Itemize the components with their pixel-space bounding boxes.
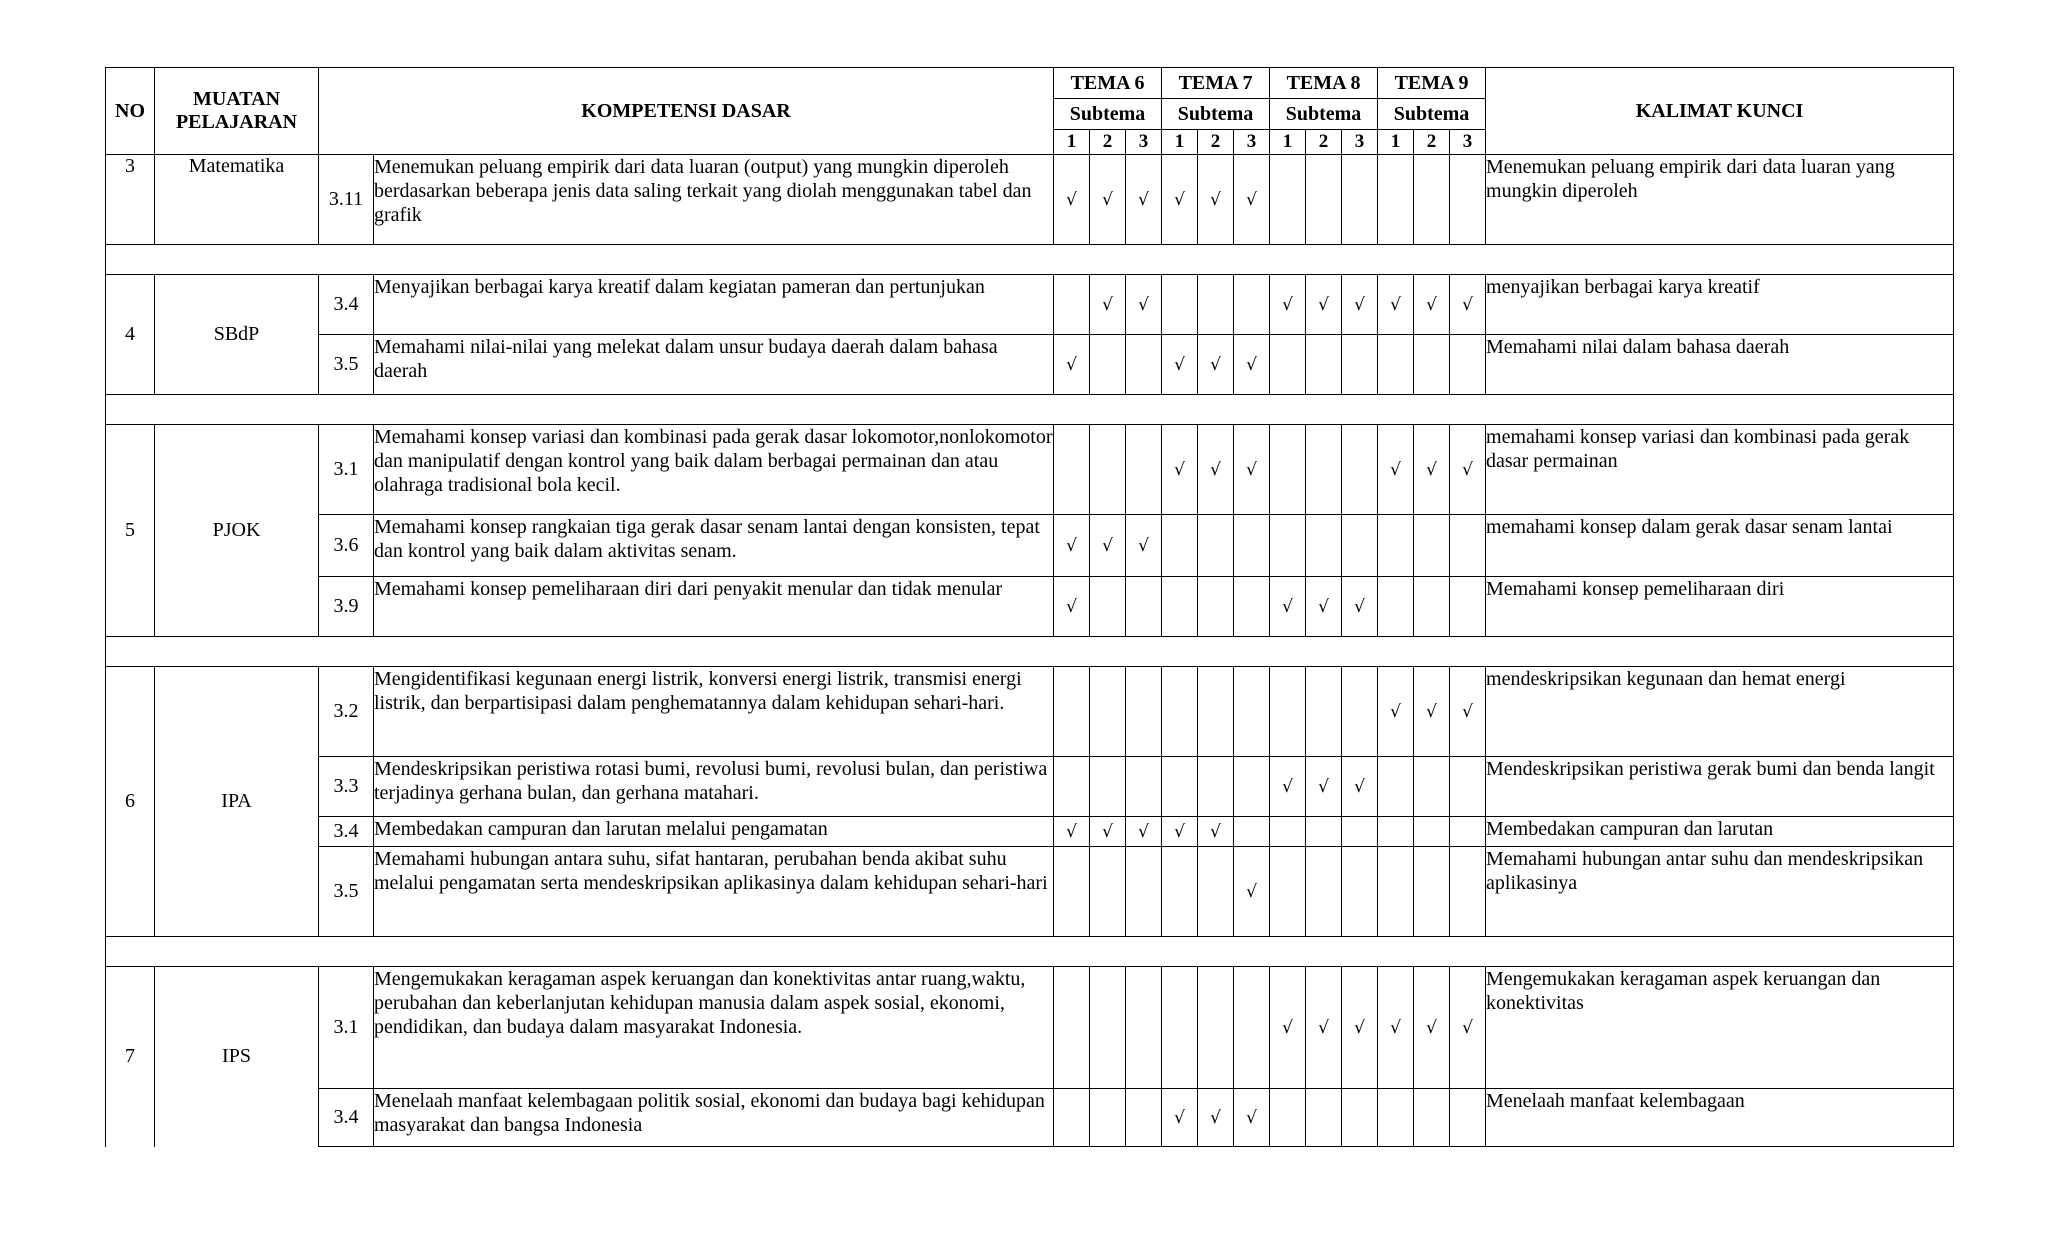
empty-check-cell	[1270, 667, 1306, 757]
empty-check-cell	[1450, 757, 1486, 817]
kd-text: Mengemukakan keragaman aspek keruangan dan konektivitas antar ruang,waktu, perubahan dan keberlanjutan kehidupan manusia dalam aspek sosial, ekonomi, pendidikan, dan budaya dalam masyarakat Indonesia.	[374, 967, 1054, 1089]
empty-check-cell	[1090, 577, 1126, 637]
kd-number: 3.3	[319, 757, 374, 817]
check-mark-cell: √	[1306, 757, 1342, 817]
check-mark-cell: √	[1162, 817, 1198, 847]
empty-check-cell	[1414, 817, 1450, 847]
empty-check-cell	[1126, 335, 1162, 395]
empty-check-cell	[1342, 667, 1378, 757]
kd-text: Memahami nilai-nilai yang melekat dalam unsur budaya daerah dalam bahasa daerah	[374, 335, 1054, 395]
group-separator	[106, 937, 1954, 967]
empty-check-cell	[1198, 757, 1234, 817]
table-row	[106, 667, 1954, 757]
check-mark-cell: √	[1378, 667, 1414, 757]
empty-check-cell	[1198, 577, 1234, 637]
empty-check-cell	[1306, 425, 1342, 515]
kd-number: 3.1	[319, 967, 374, 1089]
kd-text: Membedakan campuran dan larutan melalui pengamatan	[374, 817, 1054, 847]
check-mark-cell: √	[1126, 275, 1162, 335]
empty-check-cell	[1378, 335, 1414, 395]
check-mark-cell: √	[1126, 515, 1162, 577]
empty-check-cell	[1414, 1089, 1450, 1147]
empty-check-cell	[1234, 275, 1270, 335]
header-subtema: Subtema	[1270, 99, 1378, 130]
kalimat-kunci: Memahami nilai dalam bahasa daerah	[1486, 335, 1954, 395]
group-separator	[106, 395, 1954, 425]
check-mark-cell: √	[1234, 1089, 1270, 1147]
check-mark-cell: √	[1198, 1089, 1234, 1147]
check-mark-cell: √	[1234, 335, 1270, 395]
header-subtema: Subtema	[1162, 99, 1270, 130]
check-mark-cell: √	[1090, 275, 1126, 335]
kd-number: 3.4	[319, 817, 374, 847]
check-mark-cell: √	[1378, 275, 1414, 335]
separator-cell	[106, 245, 1954, 275]
subtema-number: 1	[1378, 130, 1414, 155]
check-mark-cell: √	[1126, 817, 1162, 847]
empty-check-cell	[1378, 577, 1414, 637]
empty-check-cell	[1342, 515, 1378, 577]
empty-check-cell	[1054, 757, 1090, 817]
kalimat-kunci: mendeskripsikan kegunaan dan hemat energi	[1486, 667, 1954, 757]
check-mark-cell: √	[1198, 817, 1234, 847]
check-mark-cell: √	[1054, 155, 1090, 245]
check-mark-cell: √	[1342, 577, 1378, 637]
subject-name: IPA	[155, 667, 319, 937]
empty-check-cell	[1450, 155, 1486, 245]
check-mark-cell: √	[1198, 335, 1234, 395]
separator-cell	[106, 395, 1954, 425]
check-mark-cell: √	[1234, 847, 1270, 937]
empty-check-cell	[1342, 1089, 1378, 1147]
empty-check-cell	[1306, 1089, 1342, 1147]
kd-text: Menemukan peluang empirik dari data luaran (output) yang mungkin diperoleh berdasarkan beberapa jenis data saling terkait yang diolah menggunakan tabel dan grafik	[374, 155, 1054, 245]
kd-number: 3.1	[319, 425, 374, 515]
empty-check-cell	[1126, 967, 1162, 1089]
kd-number: 3.4	[319, 1089, 374, 1147]
table-row	[106, 757, 1954, 817]
empty-check-cell	[1234, 757, 1270, 817]
empty-check-cell	[1090, 967, 1126, 1089]
competency-table	[105, 67, 1954, 1147]
empty-check-cell	[1090, 757, 1126, 817]
kd-number: 3.5	[319, 335, 374, 395]
empty-check-cell	[1378, 515, 1414, 577]
empty-check-cell	[1342, 335, 1378, 395]
check-mark-cell: √	[1342, 967, 1378, 1089]
check-mark-cell: √	[1162, 425, 1198, 515]
check-mark-cell: √	[1378, 425, 1414, 515]
check-mark-cell: √	[1054, 817, 1090, 847]
check-mark-cell: √	[1126, 155, 1162, 245]
check-mark-cell: √	[1234, 425, 1270, 515]
subtema-number: 3	[1450, 130, 1486, 155]
check-mark-cell: √	[1054, 515, 1090, 577]
empty-check-cell	[1378, 757, 1414, 817]
kd-text: Memahami hubungan antara suhu, sifat hantaran, perubahan benda akibat suhu melalui pengamatan serta mendeskripsikan aplikasinya dalam kehidupan sehari-hari	[374, 847, 1054, 937]
kalimat-kunci: Mendeskripsikan peristiwa gerak bumi dan benda langit	[1486, 757, 1954, 817]
empty-check-cell	[1342, 155, 1378, 245]
empty-check-cell	[1090, 335, 1126, 395]
empty-check-cell	[1126, 577, 1162, 637]
check-mark-cell: √	[1342, 757, 1378, 817]
empty-check-cell	[1306, 515, 1342, 577]
check-mark-cell: √	[1414, 425, 1450, 515]
empty-check-cell	[1450, 577, 1486, 637]
empty-check-cell	[1162, 967, 1198, 1089]
kd-text: Memahami konsep pemeliharaan diri dari penyakit menular dan tidak menular	[374, 577, 1054, 637]
check-mark-cell: √	[1270, 275, 1306, 335]
empty-check-cell	[1054, 847, 1090, 937]
kd-number: 3.2	[319, 667, 374, 757]
empty-check-cell	[1342, 847, 1378, 937]
subtema-number: 1	[1054, 130, 1090, 155]
subject-name: IPS	[155, 967, 319, 1147]
empty-check-cell	[1090, 667, 1126, 757]
table-row	[106, 515, 1954, 577]
empty-check-cell	[1126, 667, 1162, 757]
empty-check-cell	[1198, 847, 1234, 937]
kalimat-kunci: Mengemukakan keragaman aspek keruangan dan konektivitas	[1486, 967, 1954, 1089]
check-mark-cell: √	[1054, 335, 1090, 395]
kalimat-kunci: memahami konsep dalam gerak dasar senam lantai	[1486, 515, 1954, 577]
separator-cell	[106, 637, 1954, 667]
empty-check-cell	[1414, 577, 1450, 637]
empty-check-cell	[1270, 335, 1306, 395]
table-row	[106, 335, 1954, 395]
empty-check-cell	[1450, 817, 1486, 847]
empty-check-cell	[1162, 577, 1198, 637]
kalimat-kunci: Menelaah manfaat kelembagaan	[1486, 1089, 1954, 1147]
empty-check-cell	[1414, 335, 1450, 395]
empty-check-cell	[1054, 1089, 1090, 1147]
header-no: NO	[106, 68, 155, 155]
table-header	[106, 68, 1954, 155]
header-tema-6: TEMA 6	[1054, 68, 1162, 99]
empty-check-cell	[1306, 667, 1342, 757]
table-row	[106, 967, 1954, 1089]
empty-check-cell	[1198, 275, 1234, 335]
subtema-number: 2	[1198, 130, 1234, 155]
empty-check-cell	[1162, 757, 1198, 817]
empty-check-cell	[1126, 757, 1162, 817]
header-muatan-pelajaran: MUATAN PELAJARAN	[155, 68, 319, 155]
empty-check-cell	[1270, 817, 1306, 847]
kalimat-kunci: Membedakan campuran dan larutan	[1486, 817, 1954, 847]
check-mark-cell: √	[1090, 155, 1126, 245]
check-mark-cell: √	[1414, 967, 1450, 1089]
check-mark-cell: √	[1270, 577, 1306, 637]
table-row	[106, 577, 1954, 637]
empty-check-cell	[1198, 515, 1234, 577]
empty-check-cell	[1270, 155, 1306, 245]
check-mark-cell: √	[1306, 967, 1342, 1089]
kd-text: Menyajikan berbagai karya kreatif dalam kegiatan pameran dan pertunjukan	[374, 275, 1054, 335]
check-mark-cell: √	[1450, 667, 1486, 757]
empty-check-cell	[1270, 847, 1306, 937]
empty-check-cell	[1414, 155, 1450, 245]
check-mark-cell: √	[1090, 515, 1126, 577]
empty-check-cell	[1234, 817, 1270, 847]
empty-check-cell	[1234, 515, 1270, 577]
empty-check-cell	[1126, 1089, 1162, 1147]
row-number: 3	[106, 155, 155, 245]
kd-text: Memahami konsep rangkaian tiga gerak dasar senam lantai dengan konsisten, tepat dan kontrol yang baik dalam aktivitas senam.	[374, 515, 1054, 577]
subtema-number: 3	[1234, 130, 1270, 155]
check-mark-cell: √	[1162, 155, 1198, 245]
empty-check-cell	[1270, 1089, 1306, 1147]
header-subtema: Subtema	[1054, 99, 1162, 130]
check-mark-cell: √	[1270, 757, 1306, 817]
check-mark-cell: √	[1414, 275, 1450, 335]
subtema-number: 1	[1162, 130, 1198, 155]
kalimat-kunci: memahami konsep variasi dan kombinasi pada gerak dasar permainan	[1486, 425, 1954, 515]
empty-check-cell	[1162, 515, 1198, 577]
empty-check-cell	[1306, 335, 1342, 395]
check-mark-cell: √	[1162, 335, 1198, 395]
empty-check-cell	[1198, 667, 1234, 757]
empty-check-cell	[1162, 667, 1198, 757]
group-separator	[106, 637, 1954, 667]
row-number: 6	[106, 667, 155, 937]
group-separator	[106, 245, 1954, 275]
header-tema-9: TEMA 9	[1378, 68, 1486, 99]
check-mark-cell: √	[1306, 275, 1342, 335]
table-row	[106, 817, 1954, 847]
empty-check-cell	[1378, 1089, 1414, 1147]
header-subtema: Subtema	[1378, 99, 1486, 130]
header-kompetensi-dasar: KOMPETENSI DASAR	[319, 68, 1054, 155]
kd-text: Mengidentifikasi kegunaan energi listrik, konversi energi listrik, transmisi energi listrik, dan berpartisipasi dalam penghematannya dalam kehidupan sehari-hari.	[374, 667, 1054, 757]
kd-number: 3.4	[319, 275, 374, 335]
empty-check-cell	[1270, 515, 1306, 577]
empty-check-cell	[1450, 515, 1486, 577]
empty-check-cell	[1414, 847, 1450, 937]
kalimat-kunci: Menemukan peluang empirik dari data luaran yang mungkin diperoleh	[1486, 155, 1954, 245]
check-mark-cell: √	[1162, 1089, 1198, 1147]
table-row	[106, 155, 1954, 245]
empty-check-cell	[1090, 425, 1126, 515]
table-row	[106, 425, 1954, 515]
empty-check-cell	[1378, 847, 1414, 937]
empty-check-cell	[1162, 847, 1198, 937]
table-row	[106, 847, 1954, 937]
empty-check-cell	[1126, 847, 1162, 937]
empty-check-cell	[1306, 847, 1342, 937]
subject-name: PJOK	[155, 425, 319, 637]
empty-check-cell	[1054, 667, 1090, 757]
empty-check-cell	[1162, 275, 1198, 335]
separator-cell	[106, 937, 1954, 967]
empty-check-cell	[1414, 757, 1450, 817]
check-mark-cell: √	[1378, 967, 1414, 1089]
header-kalimat-kunci: KALIMAT KUNCI	[1486, 68, 1954, 155]
empty-check-cell	[1378, 155, 1414, 245]
check-mark-cell: √	[1450, 425, 1486, 515]
header-tema-7: TEMA 7	[1162, 68, 1270, 99]
subtema-number: 3	[1342, 130, 1378, 155]
subtema-number: 3	[1126, 130, 1162, 155]
check-mark-cell: √	[1414, 667, 1450, 757]
empty-check-cell	[1054, 967, 1090, 1089]
subject-name: Matematika	[155, 155, 319, 245]
subtema-number: 2	[1306, 130, 1342, 155]
empty-check-cell	[1090, 1089, 1126, 1147]
kalimat-kunci: Memahami konsep pemeliharaan diri	[1486, 577, 1954, 637]
kd-text: Menelaah manfaat kelembagaan politik sosial, ekonomi dan budaya bagi kehidupan masyarakat dan bangsa Indonesia	[374, 1089, 1054, 1147]
check-mark-cell: √	[1198, 425, 1234, 515]
kd-number: 3.6	[319, 515, 374, 577]
empty-check-cell	[1054, 425, 1090, 515]
header-tema-8: TEMA 8	[1270, 68, 1378, 99]
table-row	[106, 275, 1954, 335]
subtema-number: 2	[1414, 130, 1450, 155]
empty-check-cell	[1342, 817, 1378, 847]
empty-check-cell	[1342, 425, 1378, 515]
check-mark-cell: √	[1090, 817, 1126, 847]
kalimat-kunci: Memahami hubungan antar suhu dan mendeskripsikan aplikasinya	[1486, 847, 1954, 937]
empty-check-cell	[1234, 667, 1270, 757]
empty-check-cell	[1126, 425, 1162, 515]
check-mark-cell: √	[1450, 967, 1486, 1089]
row-number: 7	[106, 967, 155, 1147]
empty-check-cell	[1090, 847, 1126, 937]
check-mark-cell: √	[1234, 155, 1270, 245]
empty-check-cell	[1234, 967, 1270, 1089]
empty-check-cell	[1306, 817, 1342, 847]
empty-check-cell	[1054, 275, 1090, 335]
kd-number: 3.5	[319, 847, 374, 937]
empty-check-cell	[1378, 817, 1414, 847]
empty-check-cell	[1450, 1089, 1486, 1147]
check-mark-cell: √	[1342, 275, 1378, 335]
check-mark-cell: √	[1450, 275, 1486, 335]
kd-number: 3.9	[319, 577, 374, 637]
table-row	[106, 1089, 1954, 1147]
empty-check-cell	[1450, 335, 1486, 395]
check-mark-cell: √	[1306, 577, 1342, 637]
empty-check-cell	[1306, 155, 1342, 245]
row-number: 4	[106, 275, 155, 395]
subtema-number: 2	[1090, 130, 1126, 155]
empty-check-cell	[1234, 577, 1270, 637]
kd-text: Mendeskripsikan peristiwa rotasi bumi, revolusi bumi, revolusi bulan, dan peristiwa terjadinya gerhana bulan, dan gerhana matahari.	[374, 757, 1054, 817]
check-mark-cell: √	[1198, 155, 1234, 245]
kd-text: Memahami konsep variasi dan kombinasi pada gerak dasar lokomotor,nonlokomotor dan manipulatif dengan kontrol yang baik dalam berbagai permainan dan atau olahraga tradisional bola kecil.	[374, 425, 1054, 515]
check-mark-cell: √	[1270, 967, 1306, 1089]
kd-number: 3.11	[319, 155, 374, 245]
row-number: 5	[106, 425, 155, 637]
empty-check-cell	[1450, 847, 1486, 937]
subject-name: SBdP	[155, 275, 319, 395]
empty-check-cell	[1270, 425, 1306, 515]
kalimat-kunci: menyajikan berbagai karya kreatif	[1486, 275, 1954, 335]
subtema-number: 1	[1270, 130, 1306, 155]
empty-check-cell	[1414, 515, 1450, 577]
table-body	[106, 155, 1954, 1147]
check-mark-cell: √	[1054, 577, 1090, 637]
empty-check-cell	[1198, 967, 1234, 1089]
